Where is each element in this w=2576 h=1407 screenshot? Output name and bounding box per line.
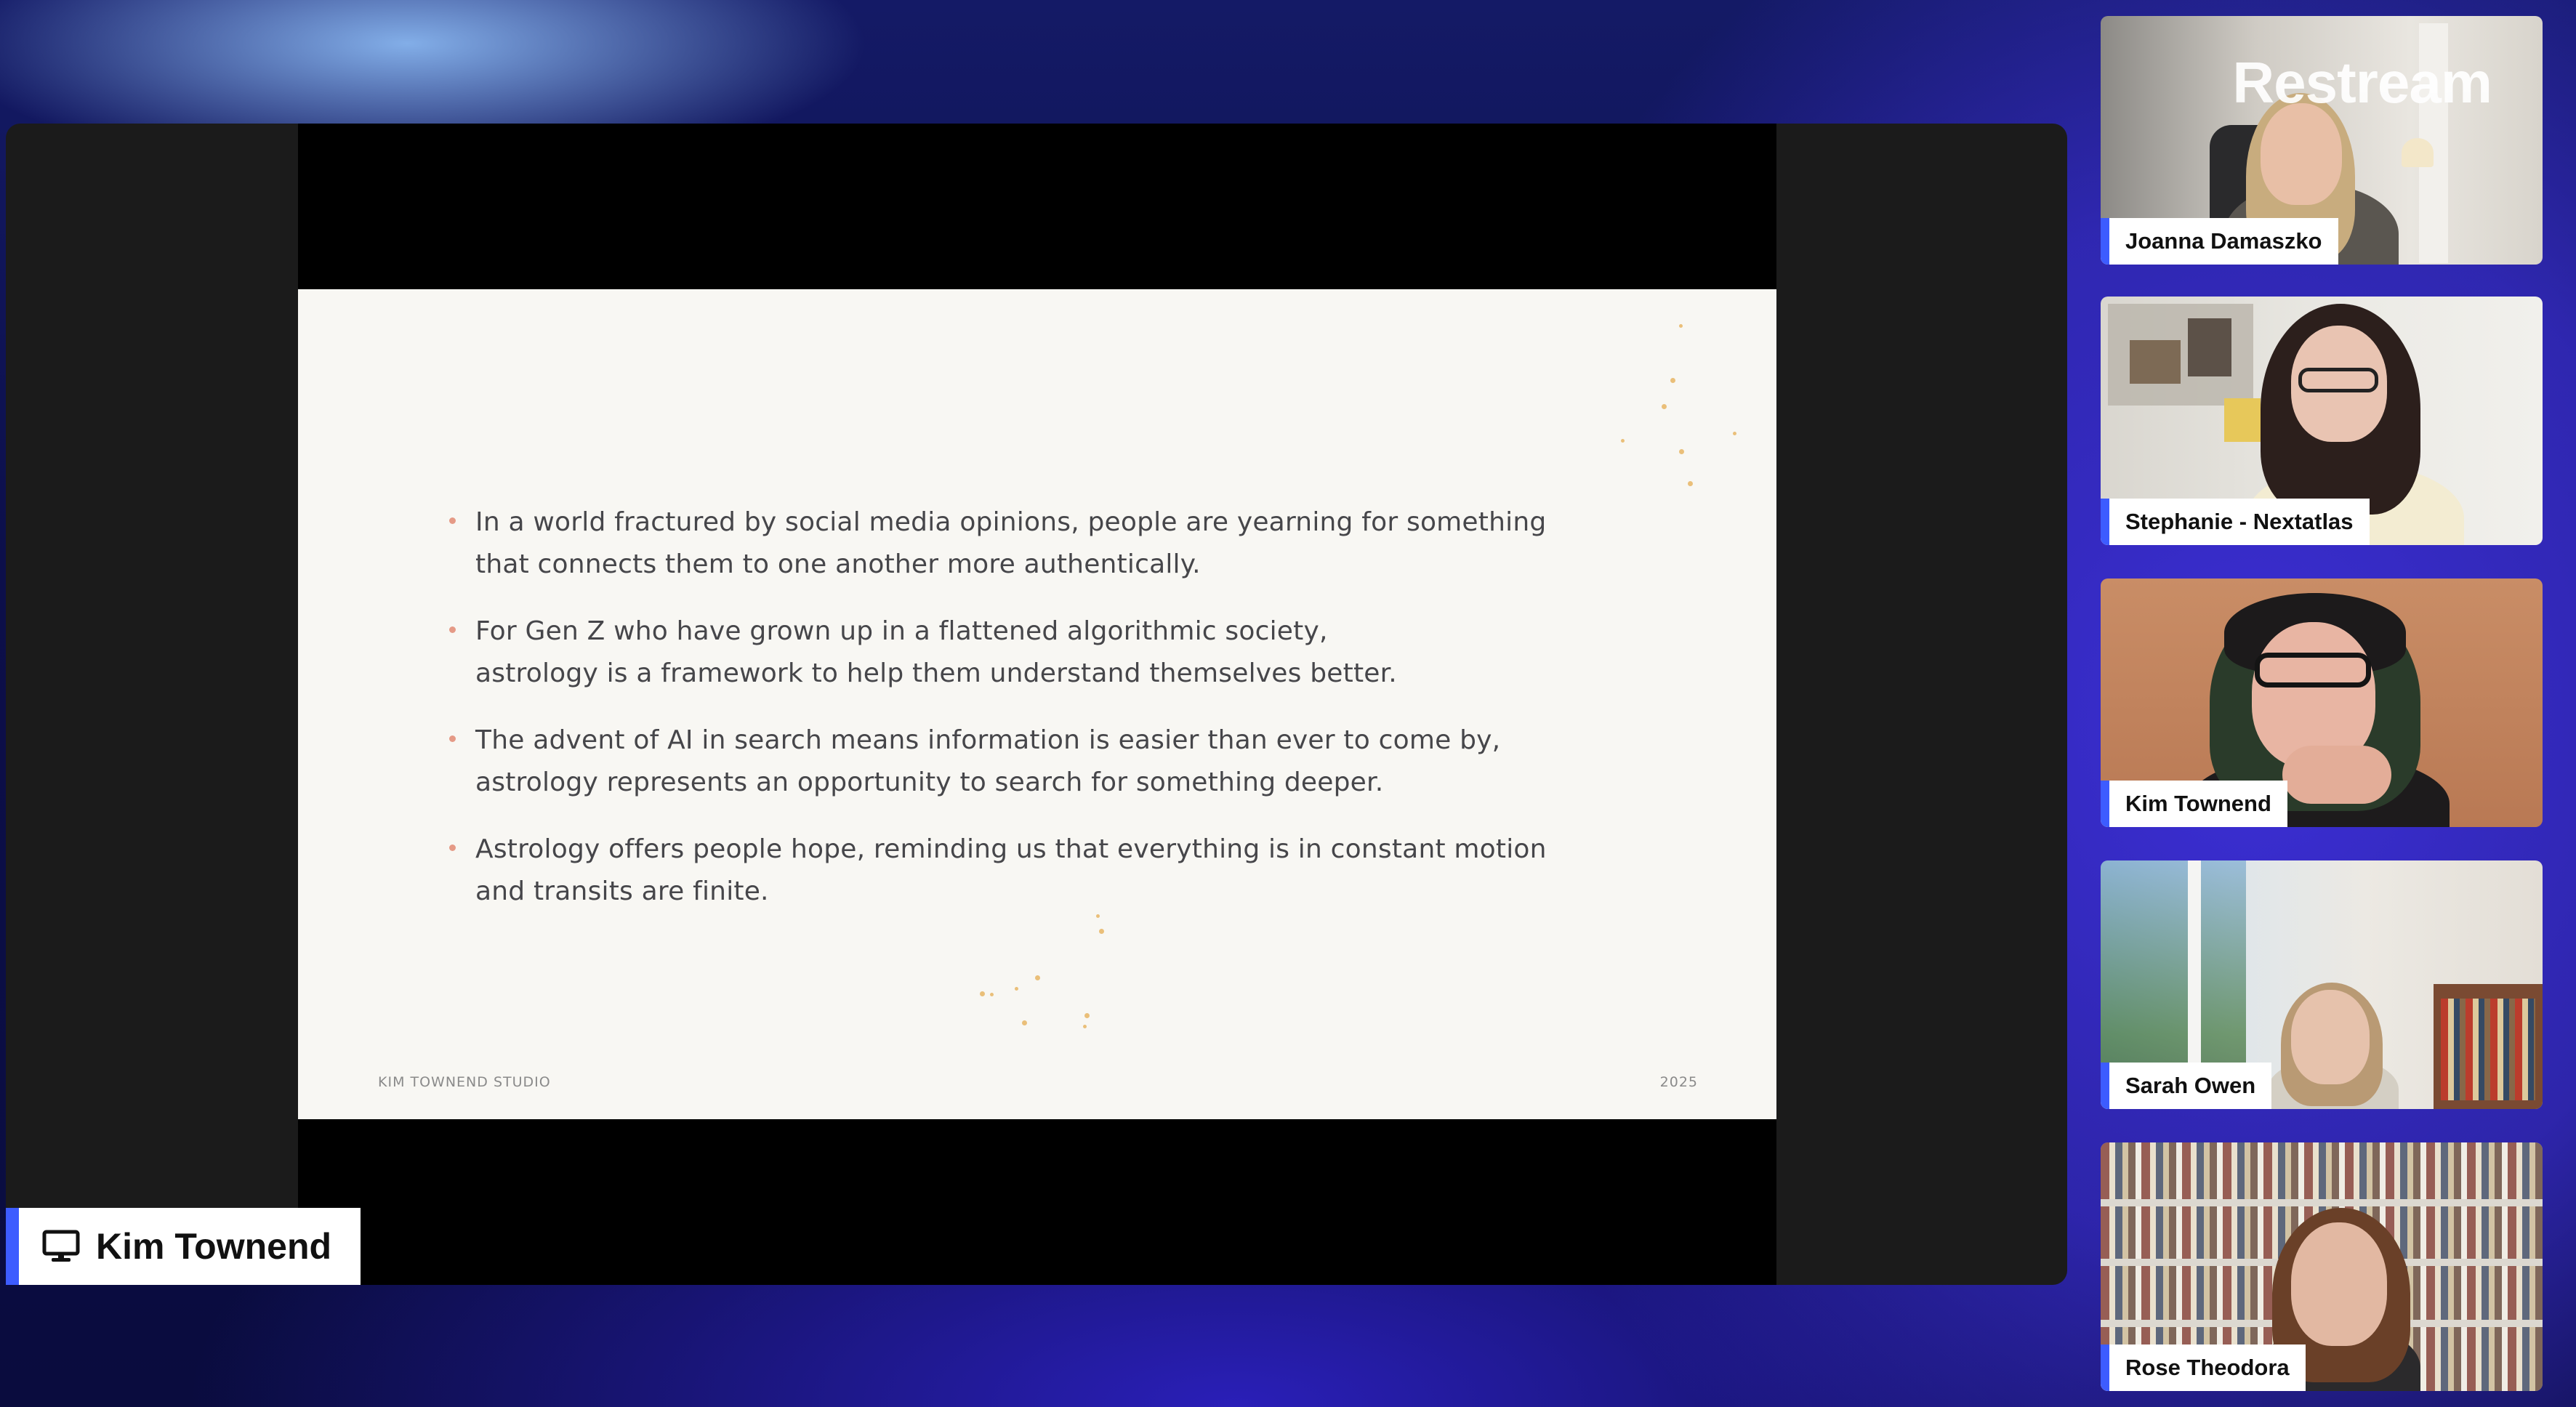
bullet-line: and transits are finite. — [475, 876, 769, 906]
bullet-line: For Gen Z who have grown up in a flattened algorithmic society, — [475, 616, 1328, 646]
bullet-dot-icon — [449, 626, 456, 633]
slide-footer-year: 2025 — [1659, 1074, 1698, 1090]
participant-name: Joanna Damaszko — [2101, 218, 2338, 265]
slide-bullet — [475, 719, 1580, 804]
screen-share-stage — [6, 124, 2067, 1285]
restream-logo: Restream — [2232, 50, 2492, 115]
participant-name: Rose Theodora — [2101, 1344, 2306, 1391]
bullet-line: astrology represents an opportunity to search for something deeper. — [475, 767, 1384, 797]
bullet-dot-icon — [449, 844, 456, 851]
participant-name: Sarah Owen — [2101, 1063, 2271, 1109]
bullet-dot-icon — [449, 517, 456, 524]
slide-bullet — [475, 501, 1580, 586]
shared-screen — [298, 124, 1776, 1285]
participant-tile[interactable] — [2101, 297, 2543, 545]
slide-bullet — [475, 610, 1580, 695]
bullet-line: Astrology offers people hope, reminding us that everything is in constant motion — [475, 834, 1547, 864]
bullet-line: The advent of AI in search means information is easier than ever to come by, — [475, 725, 1501, 755]
presentation-slide — [298, 289, 1776, 1119]
participant-name: Stephanie - Nextatlas — [2101, 499, 2370, 545]
bullet-line: In a world fractured by social media opinions, people are yearning for something — [475, 507, 1547, 537]
participant-tile[interactable] — [2101, 578, 2543, 827]
slide-footer-studio: KIM TOWNEND STUDIO — [378, 1074, 551, 1090]
slide-bullet-list — [475, 501, 1580, 938]
screen-share-icon — [42, 1230, 80, 1263]
bullet-line: astrology is a framework to help them understand themselves better. — [475, 658, 1397, 688]
participant-tile[interactable] — [2101, 1142, 2543, 1391]
participant-tile[interactable] — [2101, 860, 2543, 1109]
bullet-dot-icon — [449, 735, 456, 742]
slide-bullet — [475, 829, 1580, 913]
participant-name: Kim Townend — [2101, 781, 2287, 827]
participant-tile[interactable] — [2101, 16, 2543, 265]
presenter-name: Kim Townend — [96, 1226, 332, 1267]
bullet-line: that connects them to one another more authentically. — [475, 549, 1201, 579]
presenter-name-tag — [6, 1208, 361, 1285]
